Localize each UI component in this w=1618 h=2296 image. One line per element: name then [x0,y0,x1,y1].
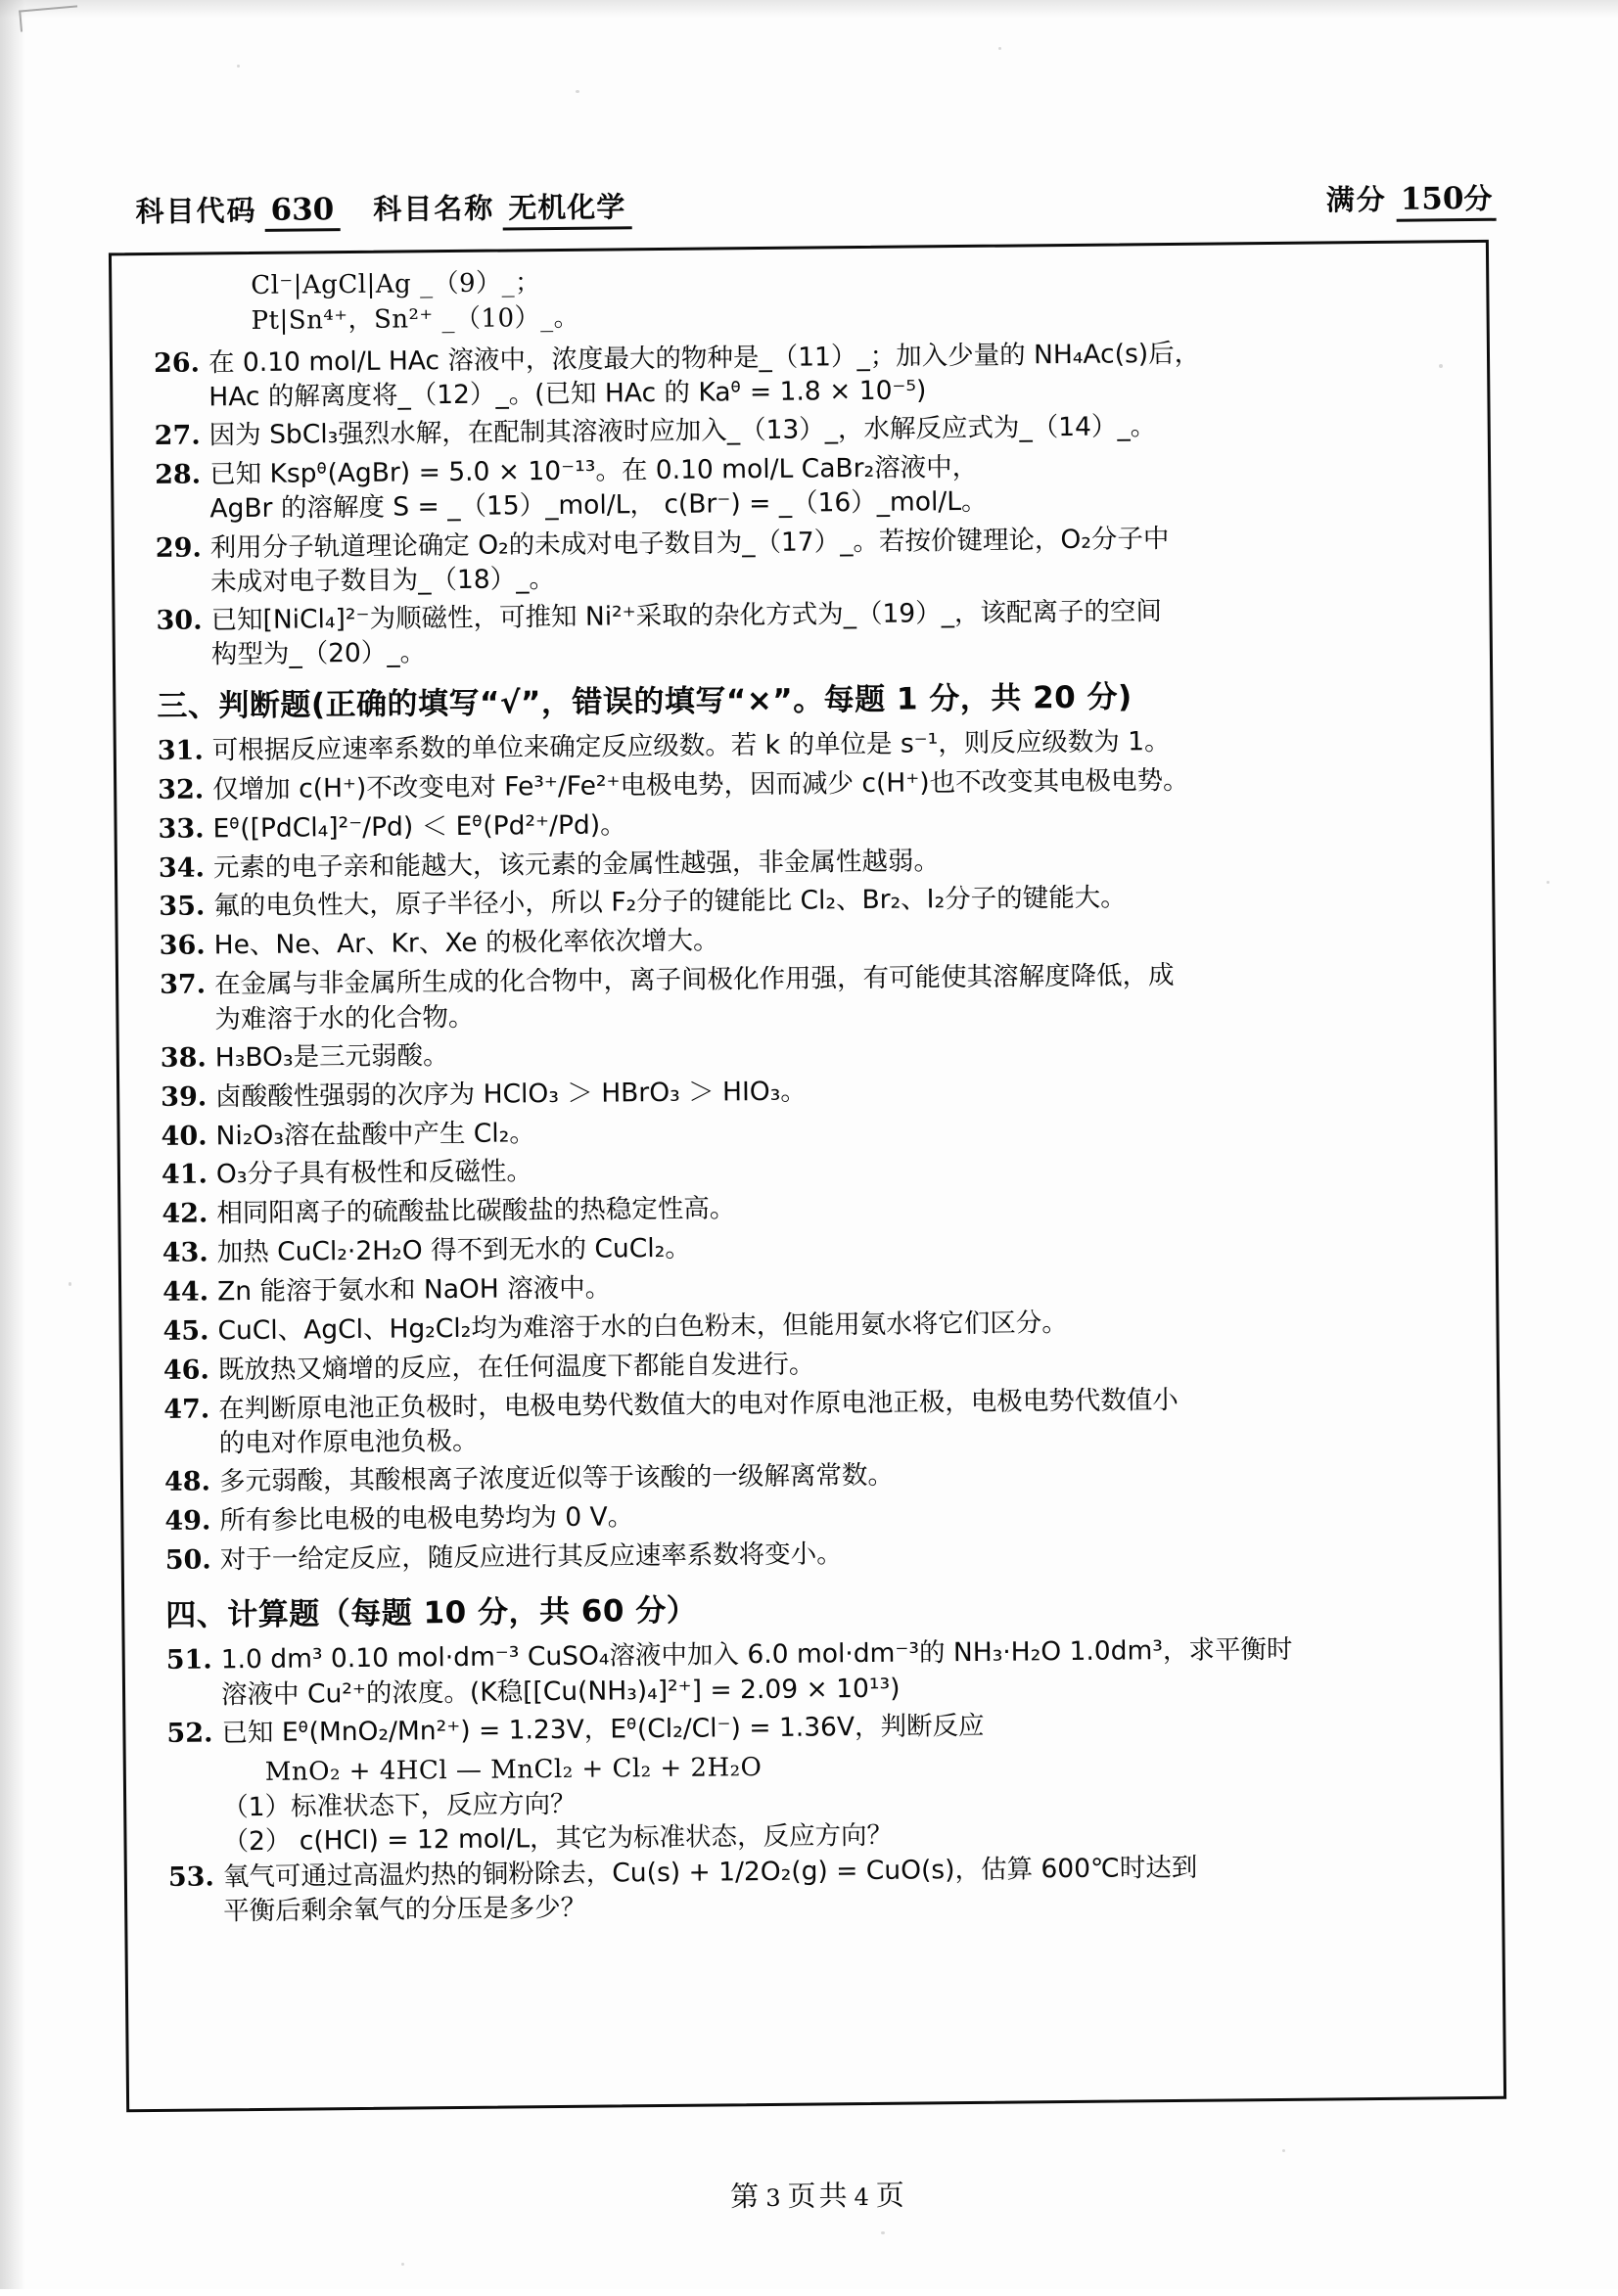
question-line: 构型为_（20）_。 [210,637,427,670]
subject-code-value: 630 [264,192,340,232]
question-body [223,1848,1477,1929]
question-body [209,406,1462,453]
question-line: 1.0 dm³ 0.10 mol·dm⁻³ CuSO₄溶液中加入 6.0 mol·dm⁻³的 NH₃·H₂O 1.0dm³，求平衡时 [220,1634,1293,1676]
question-body [210,591,1464,672]
question-number: 47. [163,1394,210,1425]
exam-header [135,177,1496,237]
subject-name-label: 科目名称 [373,191,495,226]
question-line: 卤酸酸性强弱的次序为 HClO₃ ＞ HBrO₃ ＞ HIO₃。 [215,1076,807,1113]
question-line: 在金属与非金属所生成的化合物中，离子间极化作用强，有可能使其溶解度降低，成 [213,960,1175,1000]
question-line: 已知[NiCl₄]²⁻为顺磁性，可推知 Ni²⁺采取的杂化方式为_（19）_，该配离子的空间 [210,596,1163,636]
question-number: 49. [164,1505,211,1538]
full-score-group [1326,177,1497,223]
section-three-heading: 三、判断题(正确的填写“√”，错误的填写“×”。每题 1 分，共 20 分) [157,678,1133,724]
question-body [216,1184,1469,1231]
page-footer [10,2167,1618,2223]
question-body [208,334,1462,415]
question-body [219,1492,1472,1538]
question-body [213,878,1466,925]
question-body [212,721,1465,768]
carryover-line-2: Pt|Sn⁴⁺，Sn²⁺ _（10）_。 [251,303,580,337]
question-line: 所有参比电极的电极电势均为 0 V。 [219,1501,634,1537]
question-line: 加热 CuCl₂·2H₂O 得不到无水的 CuCl₂。 [216,1233,691,1268]
question-line: 氧气可通过高温灼热的铜粉除去，Cu(s) + 1/2O₂(g) = CuO(s)，估算 600℃时达到 [222,1852,1198,1892]
question-line: HAc 的解离度将_（12）_。(已知 HAc 的 Kaᶿ = 1.8 × 10⁻⁵) [208,375,927,413]
question-line: 溶液中 Cu²⁺的浓度。(K稳[[Cu(NH₃)₄]²⁺] = 2.09 × 10¹³) [220,1673,901,1710]
question-body [215,1029,1468,1076]
question-line: 可根据反应速率系数的单位来确定反应级数。若 k 的单位是 s⁻¹，则反应级数为 1。 [211,725,1171,766]
question-number: 48. [163,1466,211,1498]
question-number: 52. [166,1718,213,1749]
question-number: 26. [153,347,201,379]
question-number: 32. [158,774,205,805]
question-number: 30. [156,605,203,637]
question-line: 在判断原电池正负极时，电极电势代数值大的电对作原电池正极，电极电势代数值小 [218,1384,1179,1425]
question-line: 的电对作原电池负极。 [218,1425,479,1459]
question-line: 因为 SbCl₃强烈水解，在配制其溶液时应加入_（13）_，水解反应式为_（14）_。 [208,411,1157,451]
question-item [156,519,1464,600]
question-line: 氟的电负性大，原子半径小，所以 F₂分子的键能比 Cl₂、Br₂、I₂分子的键能大。 [213,882,1127,922]
question-number: 39. [161,1081,208,1113]
question-line: Eᶿ([PdCl₄]²⁻/Pd) ＜ Eᶿ(Pd²⁺/Pd)。 [212,809,626,845]
exam-content-frame [109,240,1506,2112]
question-number: 45. [162,1315,209,1348]
question-line: Ni₂O₃溶在盐酸中产生 Cl₂。 [215,1117,535,1151]
question-body [215,1068,1468,1115]
question-number: 33. [158,813,205,845]
question-line: 多元弱酸，其酸根离子浓度近似等于该酸的一级解离常数。 [218,1460,895,1497]
question-number: 34. [158,852,206,884]
question-body [214,955,1468,1036]
question-subitem: （1）标准状态下，反应方向？ [222,1789,577,1823]
question-line: AgBr 的溶解度 S = _（15）_mol/L， c(Br⁻) = _（16）_mol/L。 [209,486,988,525]
question-number: 27. [154,420,201,452]
question-number: 29. [155,532,202,564]
question-line: 为难溶于水的化合物。 [214,1001,475,1034]
question-body [217,1263,1470,1309]
question-number: 46. [162,1355,210,1386]
question-line: 利用分子轨道理论确定 O₂的未成对电子数目为_（17）_。若按价键理论，O₂分子中 [209,523,1170,564]
question-body [210,519,1464,600]
question-number: 44. [162,1276,209,1309]
question-body [212,800,1465,847]
question-number: 37. [159,969,207,1001]
question-body [212,760,1465,807]
true-false-question-list [158,721,1473,1579]
question-number: 31. [157,735,204,766]
question-item [155,445,1463,527]
question-number: 51. [165,1644,212,1676]
footer-suffix: 页 [875,2178,907,2212]
question-item [163,1380,1472,1461]
question-body [213,839,1466,886]
question-number: 35. [159,891,206,923]
question-body [215,1107,1468,1154]
header-spacer [639,209,1325,216]
question-line: 仅增加 c(H⁺)不改变电对 Fe³⁺/Fe²⁺电极电势，因而减少 c(H⁺)也不改变其电极电势。 [212,764,1189,805]
question-subitem: （2） c(HCl) = 12 mol/L，其它为标准状态，反应方向？ [222,1820,894,1858]
question-body [209,445,1463,527]
question-line: 未成对电子数目为_（18）_。 [210,563,556,598]
section-four-heading: 四、计算题（每题 10 分，共 60 分） [165,1592,698,1633]
footer-middle: 页共 [787,2179,851,2213]
question-line: 已知 Eᶿ(MnO₂/Mn²⁺) = 1.23V，Eᶿ(Cl₂/Cl⁻) = 1.36V，判断反应 [221,1710,985,1749]
question-line: 平衡后剩余氧气的分压是多少？ [223,1892,587,1927]
footer-total-pages: 4 [854,2182,872,2212]
question-line: CuCl、AgCl、Hg₂Cl₂均为难溶于水的白色粉末，但能用氨水将它们区分。 [217,1308,1068,1347]
question-number: 38. [160,1042,207,1074]
carryover-line-1: Cl⁻|AgCl|Ag _（9）_； [251,268,541,300]
question-body [216,1146,1469,1193]
fill-in-question-list [154,334,1464,673]
question-line: He、Ne、Ar、Kr、Xe 的极化率依次增大。 [213,925,719,961]
question-line: 元素的电子亲和能越大，该元素的金属性越强，非金属性越弱。 [212,845,941,883]
question-number: 41. [161,1159,208,1191]
question-body [214,916,1467,963]
question-item [165,1531,1473,1579]
footer-prefix: 第 [730,2180,763,2214]
subject-name-value: 无机化学 [502,185,631,230]
question-line: O₃分子具有极性和反磁性。 [215,1156,533,1190]
question-body [218,1341,1471,1388]
question-body [221,1630,1475,1712]
question-line: 既放热又熵增的反应，在任何温度下都能自发进行。 [217,1349,815,1386]
question-body [218,1380,1472,1461]
question-line: 在 0.10 mol/L HAc 溶液中，浓度最大的物种是_（11）_；加入少量的 NH₄Ac(s)后， [208,338,1201,379]
full-score-value: 150分 [1397,177,1497,222]
question-line: 相同阳离子的硫酸盐比碳酸盐的热稳定性高。 [216,1193,736,1229]
question-item [168,1848,1477,1929]
question-line: H₃BO₃是三元弱酸。 [214,1039,449,1074]
question-number: 43. [162,1237,208,1269]
question-number: 42. [162,1198,208,1230]
question-number: 50. [164,1544,211,1577]
question-body [220,1531,1473,1578]
full-score-label: 满分 [1325,182,1387,217]
question-line: 对于一给定反应，随反应进行其反应速率系数将变小。 [219,1538,843,1576]
question-item [166,1630,1475,1712]
question-item [160,955,1468,1036]
question-body [217,1302,1470,1349]
question-number: 53. [167,1861,214,1893]
question-line: Zn 能溶于氨水和 NaOH 溶液中。 [216,1272,612,1308]
question-number: 28. [154,459,202,491]
question-body [217,1223,1470,1270]
footer-page-number: 3 [765,2183,784,2213]
chemical-equation: MnO₂ + 4HCl — MnCl₂ + Cl₂ + 2H₂O [264,1752,763,1787]
question-number: 40. [161,1121,208,1152]
subject-code-label: 科目代码 [135,193,257,229]
question-body [221,1704,1474,1751]
question-item [156,591,1464,672]
question-body [219,1452,1472,1499]
question-number: 36. [159,930,206,962]
question-line: 已知 Kspᶿ(AgBr) = 5.0 × 10⁻¹³。在 0.10 mol/L CaBr₂溶液中， [208,452,979,490]
calculation-question-list [166,1630,1477,1929]
question-item [154,334,1462,415]
